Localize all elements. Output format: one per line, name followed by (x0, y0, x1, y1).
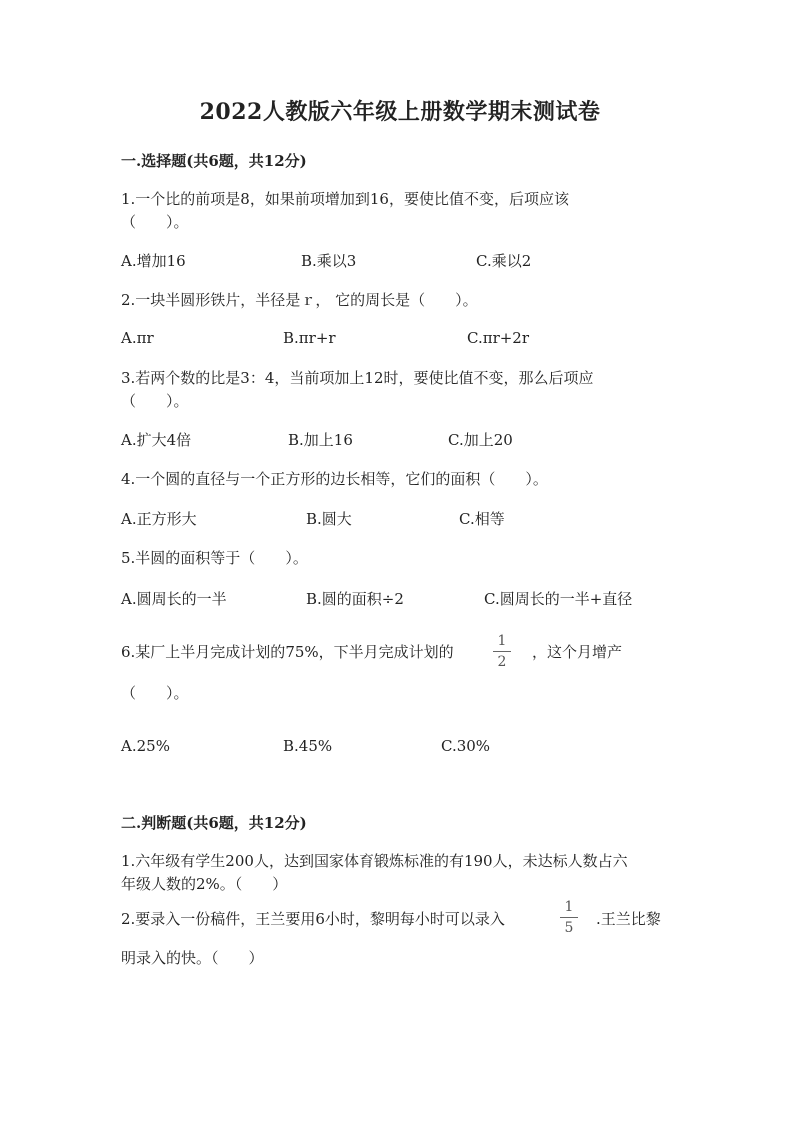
page-title: 2022人教版六年级上册数学期末测试卷 (199, 99, 601, 125)
option-c: C.相等 (459, 510, 505, 528)
option-a: A.πr (121, 329, 154, 347)
option-b: B.圆的面积÷2 (306, 590, 404, 608)
option-b: B.圆大 (306, 510, 352, 528)
fraction-bar (560, 917, 578, 918)
option-c: C.πr+2r (467, 329, 530, 347)
question-text: 5.半圆的面积等于（ ）。 (121, 549, 308, 567)
option-b: B.45% (283, 737, 333, 755)
question-text: 6.某厂上半月完成计划的75%，下半月完成计划的 (121, 643, 454, 661)
question-text: （ ）。 (121, 392, 189, 410)
question-text: （ ）。 (121, 684, 189, 702)
question-text: 4.一个圆的直径与一个正方形的边长相等，它们的面积（ ）。 (121, 470, 548, 488)
question-text: 年级人数的2%。（ ） (121, 875, 288, 893)
question-text: 1.六年级有学生200人，达到国家体育锻炼标准的有190人，未达标人数占六 (121, 852, 628, 870)
fraction-denominator: 5 (564, 920, 574, 936)
section-heading-choice: 一.选择题(共6题，共12分) (121, 152, 307, 170)
option-b: B.乘以3 (301, 252, 357, 270)
question-text: 1.一个比的前项是8，如果前项增加到16，要使比值不变，后项应该 (121, 190, 569, 208)
option-a: A.25% (121, 737, 170, 755)
fraction-numerator: 1 (564, 899, 574, 915)
fraction (492, 633, 512, 670)
option-c: C.30% (441, 737, 491, 755)
option-c: C.圆周长的一半+直径 (484, 590, 633, 608)
option-a: A.增加16 (121, 252, 186, 270)
question-text: .王兰比黎 (596, 910, 661, 928)
fraction-denominator: 2 (497, 654, 507, 670)
option-a: A.正方形大 (121, 510, 197, 528)
section-heading-judgment: 二.判断题(共6题，共12分) (121, 814, 307, 832)
question-text: 2.要录入一份稿件，王兰要用6小时，黎明每小时可以录入 (121, 910, 505, 928)
question-text: ，这个月增产 (532, 643, 623, 661)
option-a: A.圆周长的一半 (121, 590, 227, 608)
option-b: B.加上16 (288, 431, 353, 449)
fraction-bar (493, 651, 511, 652)
question-text: 3.若两个数的比是3：4，当前项加上12时，要使比值不变，那么后项应 (121, 369, 594, 387)
option-b: B.πr+r (283, 329, 336, 347)
question-text: 明录入的快。（ ） (121, 949, 264, 967)
option-c: C.加上20 (448, 431, 513, 449)
option-c: C.乘以2 (476, 252, 532, 270)
question-text: 2.一块半圆形铁片，半径是ｒ， 它的周长是（ ）。 (121, 291, 478, 309)
option-a: A.扩大4倍 (121, 431, 192, 449)
fraction-numerator: 1 (497, 633, 507, 649)
fraction (559, 899, 579, 936)
question-text: （ ）。 (121, 213, 189, 231)
